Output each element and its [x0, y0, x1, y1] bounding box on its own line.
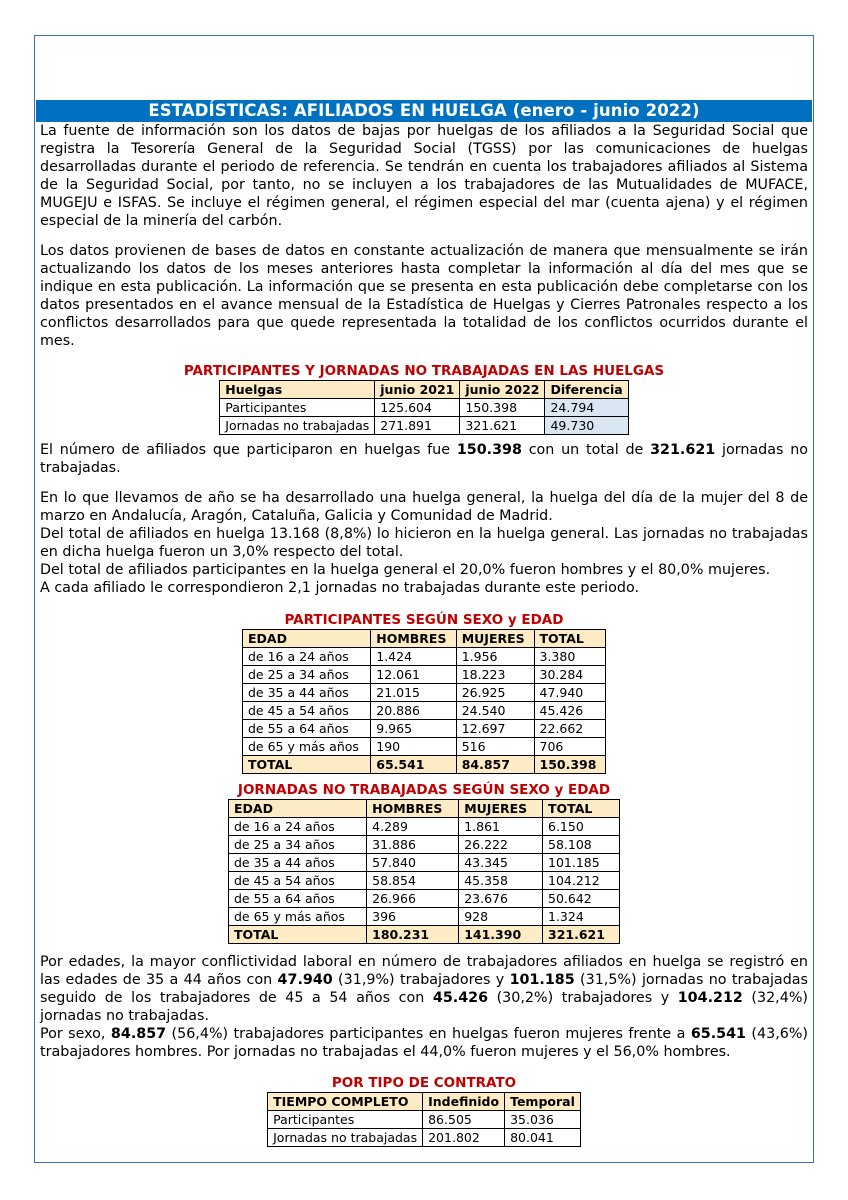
- table-cell: TOTAL: [243, 756, 371, 774]
- table-row: [243, 684, 606, 702]
- table2-title: PARTICIPANTES SEGÚN SEXO y EDAD: [284, 612, 564, 628]
- table-cell: 1.956: [456, 648, 534, 666]
- table-header-cell: EDAD: [229, 800, 367, 818]
- table-cell: 6.150: [543, 818, 620, 836]
- table-cell: 1.324: [543, 908, 620, 926]
- table-header-cell: Indefinido: [423, 1093, 505, 1111]
- table-cell: 101.185: [543, 854, 620, 872]
- intro-paragraph-1: La fuente de información son los datos de bajas por huelgas de los afiliados a la Seguridad Social que registra la Tesorería General de la Seguridad Social (TGSS) por las comunicaciones de huelgas desarrolladas durante el periodo de referencia. Se tendrán en cuenta los trabajadores afiliados al Sistema de la Seguridad Social, por tanto, no se incluyen a los trabajadores de las Mutualidades de MUFACE, MUGEJU e ISFAS. Se incluye el régimen general, el régimen especial del mar (cuenta ajena) y el régimen especial de la minería del carbón.: [40, 123, 808, 229]
- table-cell: 104.212: [543, 872, 620, 890]
- table-cell: Jornadas no trabajadas: [268, 1129, 423, 1147]
- table-header-row: [268, 1093, 581, 1111]
- table-cell: de 35 a 44 años: [243, 684, 371, 702]
- table-cell: 706: [534, 738, 606, 756]
- table-header-cell: junio 2021: [375, 381, 460, 399]
- table-cell: 4.289: [367, 818, 459, 836]
- document-title-banner: ESTADÍSTICAS: AFILIADOS EN HUELGA (enero - junio 2022): [36, 100, 812, 122]
- table-row: [243, 666, 606, 684]
- table-cell: 516: [456, 738, 534, 756]
- table-header-cell: HOMBRES: [367, 800, 459, 818]
- bold-value: 104.212: [677, 990, 743, 1006]
- table-cell: de 65 y más años: [229, 908, 367, 926]
- table-cell: 86.505: [423, 1111, 505, 1129]
- table-cell: de 55 a 64 años: [243, 720, 371, 738]
- table-header-row: [229, 800, 620, 818]
- bold-value: 45.426: [432, 990, 489, 1006]
- bold-value: 101.185: [509, 972, 575, 988]
- table-cell: 21.015: [371, 684, 456, 702]
- table-total-row: [243, 756, 606, 774]
- table-cell: 84.857: [456, 756, 534, 774]
- text-span: jornadas no trabajadas.: [40, 442, 808, 476]
- table-cell: 22.662: [534, 720, 606, 738]
- intro-paragraph-2: Los datos provienen de bases de datos en constante actualización de manera que mensualmente se irán actualizando los datos de los meses anteriores hasta completar la información al día del mes que se indique en esta publicación. La información que se presenta en esta publicación debe completarse con los datos presentados en el avance mensual de la Estadística de Huelgas y Cierres Patronales respecto a los conflictos desarrollados para que quede representada la totalidad de los conflictos ocurridos durante el mes.: [40, 243, 808, 349]
- table-row: [229, 872, 620, 890]
- table-cell: 24.540: [456, 702, 534, 720]
- table-cell: 26.966: [367, 890, 459, 908]
- table-row: [229, 890, 620, 908]
- table-header-cell: Huelgas: [220, 381, 375, 399]
- table-cell: de 25 a 34 años: [229, 836, 367, 854]
- bold-value: 65.541: [690, 1026, 746, 1042]
- table-header-cell: junio 2022: [460, 381, 545, 399]
- table-cell: 12.697: [456, 720, 534, 738]
- table-header-cell: EDAD: [243, 630, 371, 648]
- bold-value: 84.857: [110, 1026, 167, 1042]
- table-cell: Participantes: [268, 1111, 423, 1129]
- table-row: [243, 738, 606, 756]
- table-cell: 190: [371, 738, 456, 756]
- table-header-cell: Diferencia: [545, 381, 628, 399]
- jornadas-sexo-edad-table: [228, 799, 620, 944]
- bold-value: 321.621: [650, 442, 716, 458]
- table-cell: de 55 a 64 años: [229, 890, 367, 908]
- table-cell: 150.398: [534, 756, 606, 774]
- table-cell: 23.676: [459, 890, 543, 908]
- table-header-cell: TIEMPO COMPLETO: [268, 1093, 423, 1111]
- text-span: El número de afiliados que participaron en huelgas fue: [40, 442, 457, 458]
- text-span: (43,6%) trabajadores hombres. Por jornadas no trabajadas el 44,0% fueron mujeres y el 56,0% hombres.: [40, 1026, 808, 1060]
- table-header-cell: Temporal: [505, 1093, 581, 1111]
- participantes-sexo-edad-table: [242, 629, 606, 774]
- table-cell: 180.231: [367, 926, 459, 944]
- general-strike-paragraph-1: En lo que llevamos de año se ha desarrollado una huelga general, la huelga del día de la mujer del 8 de marzo en Andalucía, Aragón, Cataluña, Galicia y Comunidad de Madrid.: [40, 490, 808, 524]
- table-cell: 321.621: [543, 926, 620, 944]
- table-cell: 12.061: [371, 666, 456, 684]
- general-strike-paragraph-2: Del total de afiliados en huelga 13.168 (8,8%) lo hicieron en la huelga general. Las jornadas no trabajadas en dicha huelga fueron un 3,0% respecto del total.: [40, 526, 808, 560]
- table-cell: de 45 a 54 años: [243, 702, 371, 720]
- table-row: [229, 854, 620, 872]
- table-cell: 201.802: [423, 1129, 505, 1147]
- table-cell: Participantes: [220, 399, 375, 417]
- table4-title: POR TIPO DE CONTRATO: [331, 1075, 517, 1091]
- table-cell: de 35 a 44 años: [229, 854, 367, 872]
- text-span: Por sexo,: [40, 1026, 111, 1042]
- general-strike-paragraph-4: A cada afiliado le correspondieron 2,1 jornadas no trabajadas durante este periodo.: [40, 580, 639, 596]
- bold-value: 150.398: [456, 442, 522, 458]
- table-cell: 9.965: [371, 720, 456, 738]
- table-row: [268, 1111, 581, 1129]
- text-span: Por edades, la mayor conflictividad laboral en número de trabajadores afiliados en huelga se registró en las edades de 35 a 44 años con: [40, 954, 808, 988]
- table-row: [220, 417, 628, 435]
- table-cell: 43.345: [459, 854, 543, 872]
- table-cell: 24.794: [545, 399, 628, 417]
- table-header-cell: TOTAL: [543, 800, 620, 818]
- table3-title: JORNADAS NO TRABAJADAS SEGÚN SEXO y EDAD: [237, 782, 611, 798]
- table-cell: 47.940: [534, 684, 606, 702]
- table-header-cell: MUJERES: [456, 630, 534, 648]
- table-cell: 1.424: [371, 648, 456, 666]
- table-cell: 20.886: [371, 702, 456, 720]
- table1-title: PARTICIPANTES Y JORNADAS NO TRABAJADAS EN LAS HUELGAS: [183, 363, 665, 379]
- participantes-jornadas-table: [219, 380, 628, 435]
- table-cell: de 45 a 54 años: [229, 872, 367, 890]
- document-content: [36, 100, 812, 1147]
- table-cell: 18.223: [456, 666, 534, 684]
- table-header-cell: TOTAL: [534, 630, 606, 648]
- table-cell: 26.222: [459, 836, 543, 854]
- table-header-row: [243, 630, 606, 648]
- general-strike-paragraph-3: Del total de afiliados participantes en la huelga general el 20,0% fueron hombres y el 80,0% mujeres.: [40, 562, 771, 578]
- table-row: [243, 702, 606, 720]
- table-header-cell: MUJERES: [459, 800, 543, 818]
- sex-analysis-paragraph: [36, 1025, 812, 1061]
- table-cell: 321.621: [460, 417, 545, 435]
- table-cell: 58.854: [367, 872, 459, 890]
- table-cell: de 65 y más años: [243, 738, 371, 756]
- table-row: [229, 908, 620, 926]
- table-total-row: [229, 926, 620, 944]
- table-cell: 30.284: [534, 666, 606, 684]
- table-cell: 3.380: [534, 648, 606, 666]
- table-cell: de 25 a 34 años: [243, 666, 371, 684]
- table-cell: 141.390: [459, 926, 543, 944]
- table-cell: 150.398: [460, 399, 545, 417]
- table-cell: 35.036: [505, 1111, 581, 1129]
- age-analysis-paragraph: [36, 953, 812, 1025]
- table-row: [243, 720, 606, 738]
- table-cell: 45.358: [459, 872, 543, 890]
- table-row: [243, 648, 606, 666]
- table-cell: 396: [367, 908, 459, 926]
- text-span: (32,4%) jornadas no trabajadas.: [40, 990, 808, 1024]
- table-row: [229, 818, 620, 836]
- table-cell: 1.861: [459, 818, 543, 836]
- tipo-contrato-table: [267, 1092, 581, 1147]
- table-cell: 49.730: [545, 417, 628, 435]
- table-cell: 50.642: [543, 890, 620, 908]
- table-row: [220, 399, 628, 417]
- table-cell: 58.108: [543, 836, 620, 854]
- table-cell: TOTAL: [229, 926, 367, 944]
- table-row: [229, 836, 620, 854]
- table-cell: 26.925: [456, 684, 534, 702]
- table-cell: 80.041: [505, 1129, 581, 1147]
- table-cell: Jornadas no trabajadas: [220, 417, 375, 435]
- table-cell: 65.541: [371, 756, 456, 774]
- table-row: [268, 1129, 581, 1147]
- bold-value: 47.940: [277, 972, 333, 988]
- table-cell: de 16 a 24 años: [243, 648, 371, 666]
- text-span: con un total de: [521, 442, 651, 458]
- table-header-row: [220, 381, 628, 399]
- summary-paragraph: [36, 441, 812, 477]
- text-span: (31,5%) jornadas no trabajadas seguido de los trabajadores de 45 a 54 años con: [40, 972, 808, 1006]
- text-span: (31,9%) trabajadores y: [332, 972, 510, 988]
- table-cell: de 16 a 24 años: [229, 818, 367, 836]
- table-cell: 31.886: [367, 836, 459, 854]
- text-span: (56,4%) trabajadores participantes en huelgas fueron mujeres frente a: [166, 1026, 691, 1042]
- table-cell: 125.604: [375, 399, 460, 417]
- table-cell: 57.840: [367, 854, 459, 872]
- table-header-cell: HOMBRES: [371, 630, 456, 648]
- table-cell: 45.426: [534, 702, 606, 720]
- text-span: (30,2%) trabajadores y: [488, 990, 678, 1006]
- table-cell: 271.891: [375, 417, 460, 435]
- table-cell: 928: [459, 908, 543, 926]
